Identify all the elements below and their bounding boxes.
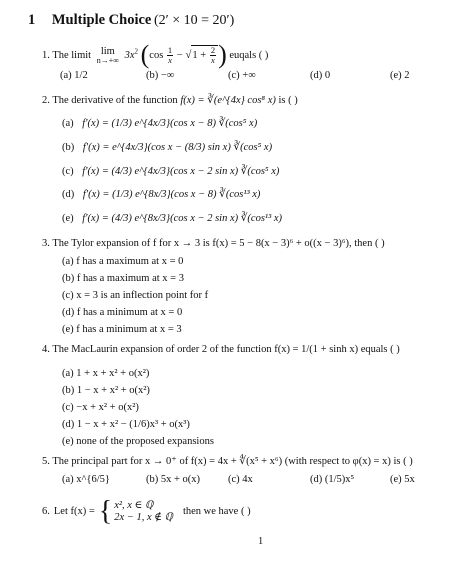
question-1-stem bbox=[42, 40, 269, 70]
q1-option-c[interactable]: (c) +∞ bbox=[228, 70, 256, 81]
piecewise-cases bbox=[114, 500, 173, 524]
question-text: Let f(x) = bbox=[53, 506, 95, 518]
option-label: (e) bbox=[62, 213, 74, 224]
limit-operator bbox=[97, 47, 119, 65]
question-number: 2. bbox=[42, 95, 50, 106]
q3-option-d[interactable]: (d) f has a minimum at x = 0 bbox=[62, 307, 183, 318]
q4-option-e[interactable]: (e) none of the proposed expansions bbox=[62, 436, 214, 447]
question-3-stem bbox=[42, 238, 385, 250]
question-text: The principal part for x → 0⁺ of f(x) = 4x + ∜(x⁵ + x⁶) (with respect to φ(x) = x) is ( ) bbox=[52, 456, 413, 467]
option-text: f′(x) = (4/3) e^{4x/3}(cos x − 2 sin x) ∛(cos⁵ x) bbox=[82, 166, 280, 177]
option-label: (b) bbox=[62, 142, 75, 153]
q4-option-a[interactable]: (a) 1 + x + x² + o(x²) bbox=[62, 368, 150, 379]
piecewise-brace: { bbox=[98, 495, 113, 527]
q4-option-b[interactable]: (b) 1 − x + x² + o(x²) bbox=[62, 385, 150, 396]
case-irrational: 2x − 1, x ∉ ℚ bbox=[114, 512, 173, 524]
expr-3x: 3x bbox=[124, 49, 135, 61]
expr-cos: cos bbox=[149, 49, 164, 61]
q5-option-a[interactable]: (a) x^{6/5} bbox=[62, 474, 110, 485]
question-text: The Tylor expansion of f for x → 3 is f(x) = 5 − 8(x − 3)⁶ + o((x − 3)⁶), then ( ) bbox=[52, 238, 385, 249]
q1-option-e[interactable]: (e) 2 bbox=[390, 70, 410, 81]
question-suffix: is ( ) bbox=[278, 95, 298, 106]
q5-option-d[interactable]: (d) (1/5)x⁵ bbox=[310, 474, 355, 485]
q2-option-d[interactable] bbox=[62, 189, 260, 201]
question-number: 1. bbox=[42, 49, 50, 61]
q5-option-c[interactable]: (c) 4x bbox=[228, 474, 253, 485]
q3-option-e[interactable]: (e) f has a minimum at x = 3 bbox=[62, 324, 182, 335]
q1-option-d[interactable]: (d) 0 bbox=[310, 70, 331, 81]
question-suffix: euqals ( ) bbox=[229, 49, 269, 61]
option-text: f′(x) = e^{4x/3}(cos x − (8/3) sin x) ∛(cos⁵ x) bbox=[82, 142, 273, 153]
question-2-stem bbox=[42, 95, 298, 107]
option-label: (a) bbox=[62, 118, 74, 129]
option-label: (d) bbox=[62, 189, 75, 200]
question-text: The derivative of the function bbox=[52, 95, 178, 106]
function-expression: f(x) = ∛(e^{4x} cos⁸ x) bbox=[180, 95, 276, 106]
section-title: Multiple Choice bbox=[51, 12, 152, 28]
question-number: 3. bbox=[42, 238, 50, 249]
q2-option-e[interactable] bbox=[62, 213, 282, 225]
section-number: 1 bbox=[28, 12, 36, 28]
section-points: (2′ × 10 = 20′) bbox=[153, 13, 235, 28]
q1-option-b[interactable]: (b) −∞ bbox=[146, 70, 175, 81]
question-text: The MacLaurin expansion of order 2 of the function f(x) = 1/(1 + sinh x) equals ( ) bbox=[52, 344, 400, 355]
page-number: 1 bbox=[258, 536, 264, 547]
question-number: 6. bbox=[42, 506, 50, 518]
q4-option-c[interactable]: (c) −x + x² + o(x²) bbox=[62, 402, 139, 413]
question-number: 5. bbox=[42, 456, 50, 467]
question-suffix: then we have ( ) bbox=[182, 506, 251, 518]
q4-option-d[interactable]: (d) 1 − x + x² − (1/6)x³ + o(x³) bbox=[62, 419, 190, 430]
lim-subscript: n→+∞ bbox=[96, 55, 119, 65]
question-6-stem bbox=[42, 495, 251, 527]
q3-option-a[interactable]: (a) f has a maximum at x = 0 bbox=[62, 256, 184, 267]
q1-option-a[interactable]: (a) 1/2 bbox=[60, 70, 88, 81]
lim-text: lim bbox=[100, 45, 115, 57]
option-text: f′(x) = (1/3) e^{4x/3}(cos x − 8) ∛(cos⁵ x) bbox=[82, 118, 258, 129]
limit-expression: $3x^2$ (cos $\frac{1}{x}$ − √1 + $\frac{2}{x}$ ) bbox=[124, 40, 227, 70]
q3-option-b[interactable]: (b) f has a maximum at x = 3 bbox=[62, 273, 184, 284]
question-number: 4. bbox=[42, 344, 50, 355]
question-text: The limit bbox=[52, 49, 92, 61]
q2-option-c[interactable] bbox=[62, 166, 279, 178]
q2-option-a[interactable] bbox=[62, 118, 257, 130]
q2-option-b[interactable] bbox=[62, 142, 272, 154]
section-heading bbox=[28, 12, 234, 29]
q5-option-b[interactable]: (b) 5x + o(x) bbox=[146, 474, 201, 485]
question-5-stem bbox=[42, 456, 413, 468]
q3-option-c[interactable]: (c) x = 3 is an inflection point for f bbox=[62, 290, 209, 301]
q5-option-e[interactable]: (e) 5x bbox=[390, 474, 415, 485]
option-text: f′(x) = (4/3) e^{8x/3}(cos x − 2 sin x) ∛(cos¹³ x) bbox=[82, 213, 282, 224]
question-4-stem bbox=[42, 344, 400, 356]
case-rational: x², x ∈ ℚ bbox=[114, 500, 154, 511]
option-label: (c) bbox=[62, 166, 74, 177]
option-text: f′(x) = (1/3) e^{8x/3}(cos x − 8) ∛(cos¹³ x) bbox=[82, 189, 261, 200]
